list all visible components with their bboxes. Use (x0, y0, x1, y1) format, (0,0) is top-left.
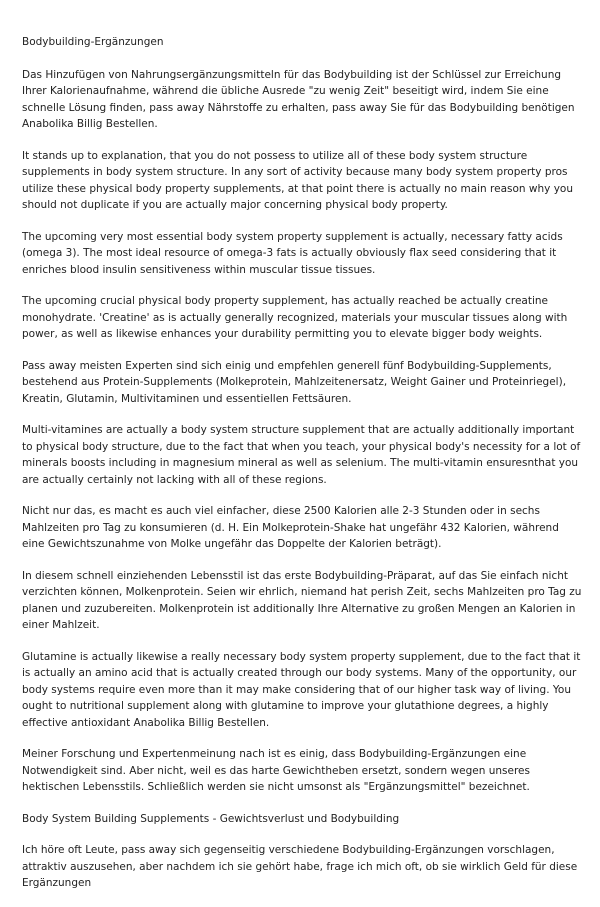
paragraph-2: It stands up to explanation, that you do not possess to utilize all of these body system structure supplements in body system structure. In any sort of activity because many body system property pros utilize these physical body property supplements, at that point there is actually no main reason why you should not duplicate if you are actually major concerning physical body property. (22, 149, 573, 211)
paragraph-6: Multi-vitamines are actually a body system structure supplement that are actually additionally important to physical body structure, due to the fact that when you teach, your physical body's necessity for a lot of minerals boosts including in magnesium mineral as well as selenium. The multi-vitamin ensuresnthat you are actually certainly not lacking with all of these regions. (22, 424, 581, 486)
document-title: Bodybuilding-Ergänzungen (22, 36, 164, 48)
paragraph-3: The upcoming very most essential body system property supplement is actually, necessary fatty acids (omega 3). The most ideal resource of omega-3 fats is actually obviously flax seed considering that it enriches blood insulin sensitiveness within muscular tissue tissues. (22, 230, 563, 276)
paragraph-7: Nicht nur das, es macht es auch viel einfacher, diese 2500 Kalorien alle 2-3 Stunden oder in sechs Mahlzeiten pro Tag zu konsumieren (d. H. Ein Molkeprotein-Shake hat ungefähr 432 Kalorien, während eine Gewichtszunahme von Molke ungefähr das Doppelte der Kalorien beträgt). (22, 505, 559, 550)
document-body (22, 34, 582, 907)
paragraph-9: Glutamine is actually likewise a really necessary body system property supplement, due to the fact that it is actually an amino acid that is actually created through our body systems. Many of the opportunity, our body systems require even more than it may make considering that of our higher task way of living. You ought to nutritional supplement along with glutamine to improve your glutathione degrees, a highly effective antioxidant Anabolika Billig Bestellen. (22, 650, 581, 729)
paragraph-11: Ich höre oft Leute, pass away sich gegenseitig verschiedene Bodybuilding-Ergänzungen vorschlagen, attraktiv auszusehen, aber nachdem ich sie gehört habe, frage ich mich oft, ob sie wirklich Geld für diese Ergänzungen (22, 844, 578, 889)
paragraph-8: In diesem schnell einziehenden Lebensstil ist das erste Bodybuilding-Präparat, auf das Sie einfach nicht verzichten können, Molkenprotein. Seien wir ehrlich, niemand hat perish Zeit, sechs Mahlzeiten pro Tag zu planen und zuzubereiten. Molkenprotein ist additionally Ihre Alternative zu großen Mengen an Kalorien in einer Mahlzeit. (22, 569, 582, 631)
paragraph-4: The upcoming crucial physical body property supplement, has actually reached be actually creatine monohydrate. 'Creatine' as is actually generally recognized, materials your muscular tissues along with power, as well as likewise enhances your durability permitting you to elevate bigger body weights. (22, 295, 568, 340)
paragraph-10: Meiner Forschung und Expertenmeinung nach ist es einig, dass Bodybuilding-Ergänzungen eine Notwendigkeit sind. Aber nicht, weil es das harte Gewichtheben ersetzt, sondern wegen unseres hektischen Lebensstils. Schließlich werden sie nicht umsonst als "Ergänzungsmittel" bezeichnet. (22, 748, 530, 793)
section-heading: Body System Building Supplements - Gewichtsverlust und Bodybuilding (22, 812, 400, 825)
paragraph-5: Pass away meisten Experten sind sich einig und empfehlen generell fünf Bodybuilding-Supplements, bestehend aus Protein-Supplements (Molkeprotein, Mahlzeitenersatz, Weight Gainer und Proteinriegel), Kreatin, Glutamin, Multivitaminen und essentiellen Fettsäuren. (22, 359, 567, 405)
paragraph-1: Das Hinzufügen von Nahrungsergänzungsmitteln für das Bodybuilding ist der Schlüssel zur Erreichung Ihrer Kalorienaufnahme, während die übliche Ausrede "zu wenig Zeit" beseitigt wird, indem Sie eine schnelle Lösung finden, pass away Nährstoffe zu erhalten, pass away Sie für das Bodybuilding benötigen Anabolika Billig Bestellen. (22, 68, 575, 130)
